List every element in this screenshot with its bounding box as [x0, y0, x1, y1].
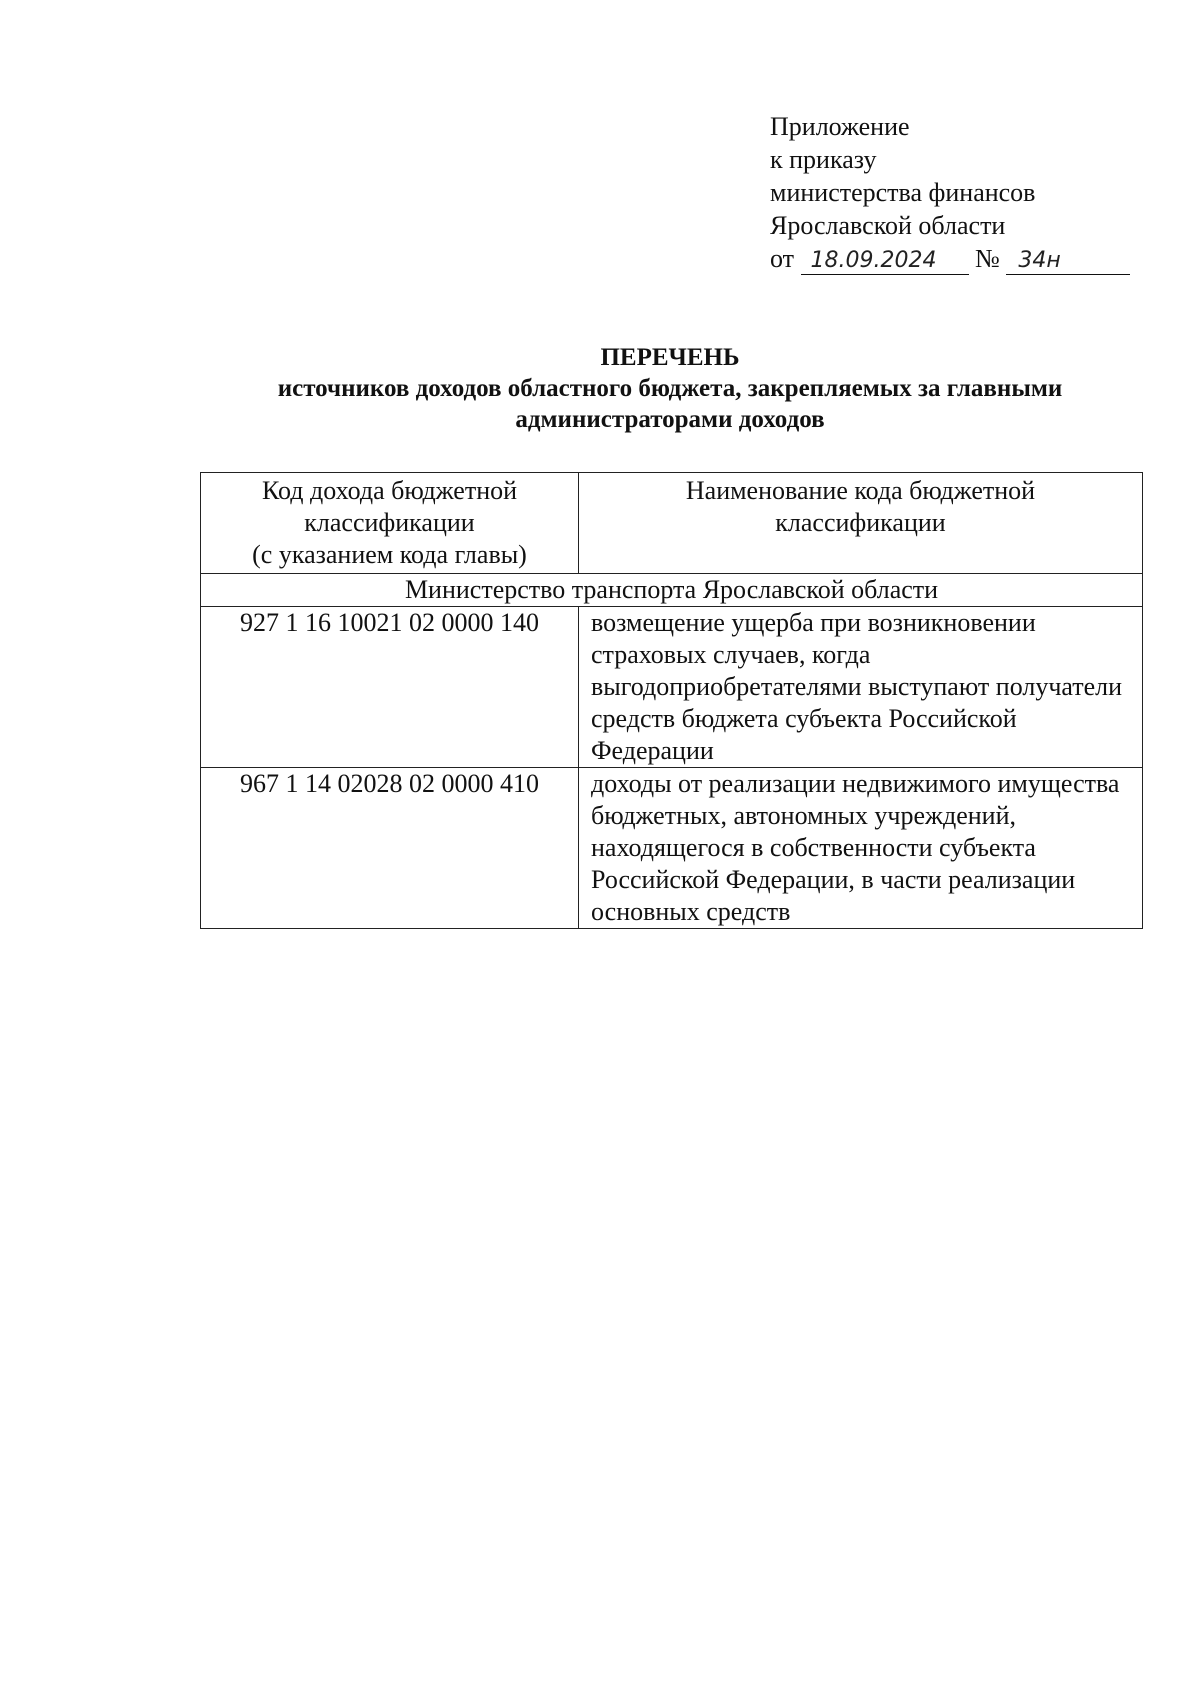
- title-subtitle-line: источников доходов областного бюджета, закрепляемых за главными: [277, 375, 1063, 402]
- title-main: ПЕРЕЧЕНЬ: [600, 344, 740, 371]
- header-code-line: (с указанием кода главы): [252, 540, 527, 569]
- appendix-line: Ярославской области: [770, 211, 1006, 240]
- income-name: возмещение ущерба при возникновении страховых случаев, когда выгодоприобретателями выступают получатели средств бюджета субъекта Российской Федерации: [579, 607, 1143, 768]
- appendix-date-line: [770, 242, 1130, 275]
- handwritten-number: 34н: [1006, 248, 1130, 275]
- header-name: [579, 473, 1143, 574]
- section-title: Министерство транспорта Ярославской области: [201, 574, 1143, 607]
- header-name-line: классификации: [775, 508, 946, 537]
- table-row: [201, 768, 1143, 929]
- appendix-line: министерства финансов: [770, 178, 1036, 207]
- income-code: 967 1 14 02028 02 0000 410: [201, 768, 579, 929]
- date-prefix: от: [770, 244, 795, 273]
- table-row: [201, 607, 1143, 768]
- header-code-line: Код дохода бюджетной: [261, 476, 518, 505]
- header-code-line: классификации: [304, 508, 475, 537]
- title-subtitle-line: администраторами доходов: [515, 406, 825, 433]
- income-name: доходы от реализации недвижимого имущества бюджетных, автономных учреждений, находящегося в собственности субъекта Российской Федерации, в части реализации основных средств: [579, 768, 1143, 929]
- number-prefix: №: [975, 244, 1000, 273]
- appendix-block: [770, 110, 1130, 275]
- document-title: [200, 342, 1140, 435]
- table-section-row: [201, 574, 1143, 607]
- appendix-line: Приложение: [770, 112, 910, 141]
- appendix-line: к приказу: [770, 145, 877, 174]
- handwritten-date: 18.09.2024: [801, 248, 969, 275]
- income-sources-table: [200, 472, 1143, 929]
- income-code: 927 1 16 10021 02 0000 140: [201, 607, 579, 768]
- header-name-line: Наименование кода бюджетной: [685, 476, 1036, 505]
- table-header-row: [201, 473, 1143, 574]
- header-code: [201, 473, 579, 574]
